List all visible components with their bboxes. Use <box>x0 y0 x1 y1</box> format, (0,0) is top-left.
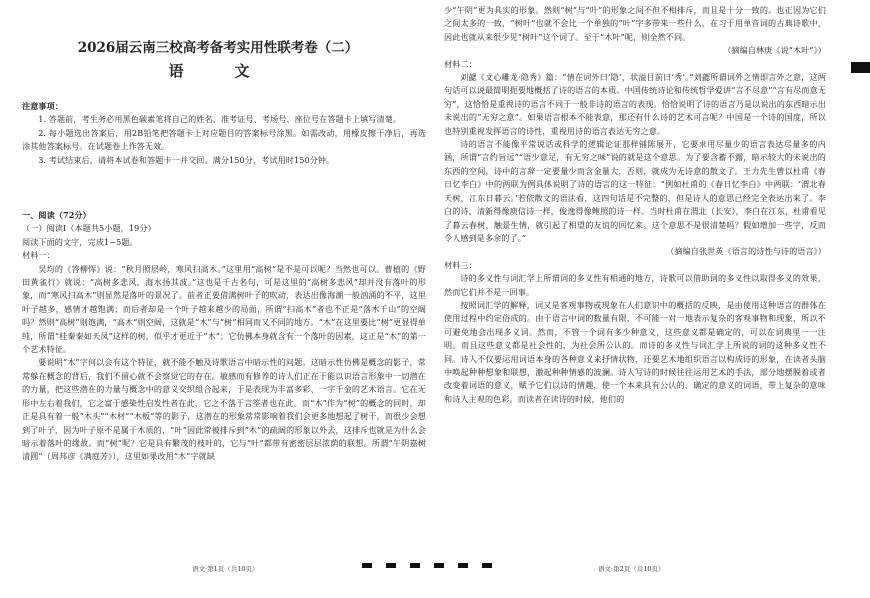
notice-item-3: 3. 考试结束后，请将本试卷和答题卡一并交回。满分150分，考试用时150分钟。 <box>38 154 335 165</box>
reading-instruction: 阅读下面的文字，完成1~5题。 <box>22 236 138 247</box>
footer-marks <box>362 563 492 571</box>
material-3-label: 材料三： <box>444 259 477 270</box>
source-1: （摘编自林庚《说“木叶”》） <box>723 45 826 56</box>
notice-heading: 注意事项： <box>22 101 63 111</box>
footer-mark <box>386 563 396 568</box>
material-2-label: 材料二： <box>444 58 477 69</box>
material-3-paragraph-1: 诗的多义性与词汇学上所谓词的多义性有相通的地方，诗歌可以借助词的多义性以取得多义的效果，然而它们并不是一回事。 <box>444 273 826 297</box>
material-1-label: 材料一： <box>22 250 55 261</box>
material-3-paragraph-2: 按照词汇学的解释，词又是客观事物或现象在人们意识中的概括的反映，是由使用这种语言的群体在使用过程中约定俗成的。由于语言中词的数量有限，不可能一对一地表示复杂的客观事物和现象，所以不可避免地会出现多义词。然而，不管一个词有多少种意义，这些意义都是确定的，可以在词典里一一注明。而且这些意义都是社会性的，为社会所公认的。而诗的多义性与词汇学上所说的词的这种多义性不同。诗人不仅要运用词语本身的各种意义来抒情状物，还要艺术地组织语言以构成诗的形象，在读者头脑中唤起种种想象和联想，激起种种情感的波澜。诗人写诗的时候往往运用艺术的手法，部分地摆脱着或者改变着词语的意义，赋予它们以诗的情趣，使一个本来具有公认的、确定的意义的词语，带上复杂的意味和诗人主观的色彩。而读者在读诗的时候，他们的 <box>444 299 826 404</box>
material-2-paragraph-1: 刘勰《文心雕龙·隐秀》篇：“情在词外曰‘隐’，状溢目前曰‘秀’。”刘勰所谓词外之情即言外之意，这两句话可以说最简明扼要地概括了诗的语言的本质。中国传统诗论和传统哲学爱讲“言不尽意”“言有尽而意无穷”，这恰恰是重视诗的语言不同于一般非诗的语言的表现。恰恰说明了诗的语言乃是以说出的东西暗示出未说出的“无穷之意”。如果语言根本不能表意，那还有什么诗的艺术可言呢？中国是一个诗的国度，所以也特别重视发挥语言的诗性，重视用诗的语言表达无穷之意。 <box>444 72 826 136</box>
left-paragraph-2: 要说明“木”字何以会有这个特征，就不能不触及诗歌语言中暗示性的问题。这暗示性仿佛是概念的影子，常常躲在概念的背后，我们不留心就不会察觉它的存在。敏感而有修养的诗人们正在于能以识语言形象中一切潜在的力量，把这些潜在的力量与概念中的意义交织组合起来，于是表现为丰富多彩、一字千金的艺术语言。它在无形中左右着我们，它之富于感染性启发性者在此，它之不落于言筌者也在此。而“木”作为“树”的概念的同时，却正是具有着一般“木头”“木材”“木板”等的影子，这潜在的形象常常影响着我们会更多地想起了树干，而很少会想到了叶子，因为叶子原不是属于木质的，“叶”因此常被排斥到“木”的疏阔的形象以外去，这排斥也就是为什么会暗示着落叶的缘故。而“树”呢？它是具有繁茂的枝叶的，它与“叶”都带有密密层层浓荫的联想。所谓“午阴嘉树清圆”（周邦彦《满庭芳》），这里如果改用“木”字就缺 <box>22 357 426 462</box>
material-2-paragraph-2: 诗的语言不能像平常说话或科学的逻辑论证那样铺陈展开，它要求用尽量少的语言表达尽量多的内涵，所谓“言约旨远”“语少意足，有无穷之味”说的就是这个意思。为了要含蓄不露，暗示较大的未说出的东西的空间，诗中的言辞一定要量少而含金量大，否则，就成为无诗意的散文了。王力先生曾以杜甫《春日忆李白》中的两联为例具体说明了诗的语言的这一特征：“例如杜甫的《春日忆李白》中两联：‘渭北春天树，江东日暮云。’若依散文的语法看，这四句话是不完整的，但是诗人的意思已经完全表达出来了。李白的诗，清新得像庾信诗一样，俊逸得像鲍照的诗一样。当时杜甫在渭北（长安），李白在江东，杜甫看见了暮云春树，触景生情，就引起了相望的友谊的回忆来。这个意思不是很清楚吗？假如增加一些字，反而令人感到是多余的了。” <box>444 139 826 243</box>
page-edge-tab <box>851 62 870 73</box>
exam-title: 2026届云南三校高考备考实用性联考卷（二） <box>77 40 359 56</box>
notice-item-2: 2. 每小题选出答案后，用2B铅笔把答题卡上对应题目的答案标号涂黑。如需改动，用橡皮擦干净后，再选涂其他答案标号。在试题卷上作答无效。 <box>22 127 426 152</box>
footer-left: 语文·第1页（共10页） <box>192 565 259 573</box>
footer-mark <box>458 563 468 568</box>
right-paragraph-continuation: 少“午阴”更为具实的形象。然则“树”与“叶”的形象之间不但不相排斥，而且是十分一致的。也正因为它们之间太多的一致，“树叶”也就不会比一个单独的“叶”字多带来一些什么，在习于用单音词的古典诗歌中，因此也就从来很少见“树叶”这个词了。至于“木叶”呢，则全然不同。 <box>444 5 826 42</box>
reading-subheading: （一）阅读Ⅰ（本题共5小题，19分） <box>22 223 156 234</box>
footer-mark <box>434 563 444 568</box>
footer-mark <box>362 563 372 568</box>
right-page-content <box>444 4 826 406</box>
section-heading: 一、阅读（72分） <box>22 210 91 220</box>
notice-item-1: 1. 答题前，考生务必用黑色碳素笔将自己的姓名、准考证号、考场号、座位号在答题卡上填写清楚。 <box>38 114 402 125</box>
left-paragraph-1: 吴均的《答柳恽》说：“秋月照层岭，寒风扫高木。”这里用“高树”是不是可以呢？当然也可以。曹植的《野田黄雀行》就说：“高树多悲风，海水扬其波。”这也是千古名句，可是这里的“高树多悲风”却并没有落叶的形象，而“寒风扫高木”则显然是落叶的景况了。前者正要借满树叶子的吹动，表达出像海潮一般汹涌的不平，这里叶子越多，感情才越饱满；而后者却是一个叶子越来越少的局面，所谓“扫高木”者也不正是“落木千山”的空阔吗？然则“高树”则饱满，“高木”则空阔，这就是“木”与“树”相同而又不同的地方。“木”在这里要比“树”更显得单纯，所谓“桂秦秦如天凤”这样的树，似乎才更近于“木”；它仿佛本身就含有一个落叶的因素，这正是“木”的第一个艺术特征。 <box>22 263 426 355</box>
source-2: （摘编自张世英《语言的诗性与诗的语言》） <box>666 246 826 257</box>
footer-mark <box>410 563 420 568</box>
footer-mark <box>482 563 492 568</box>
subject-title: 语 文 <box>168 62 268 80</box>
notice-block <box>22 100 426 167</box>
footer-right: 语文·第2页（共10页） <box>598 565 665 573</box>
section-block <box>22 209 426 464</box>
